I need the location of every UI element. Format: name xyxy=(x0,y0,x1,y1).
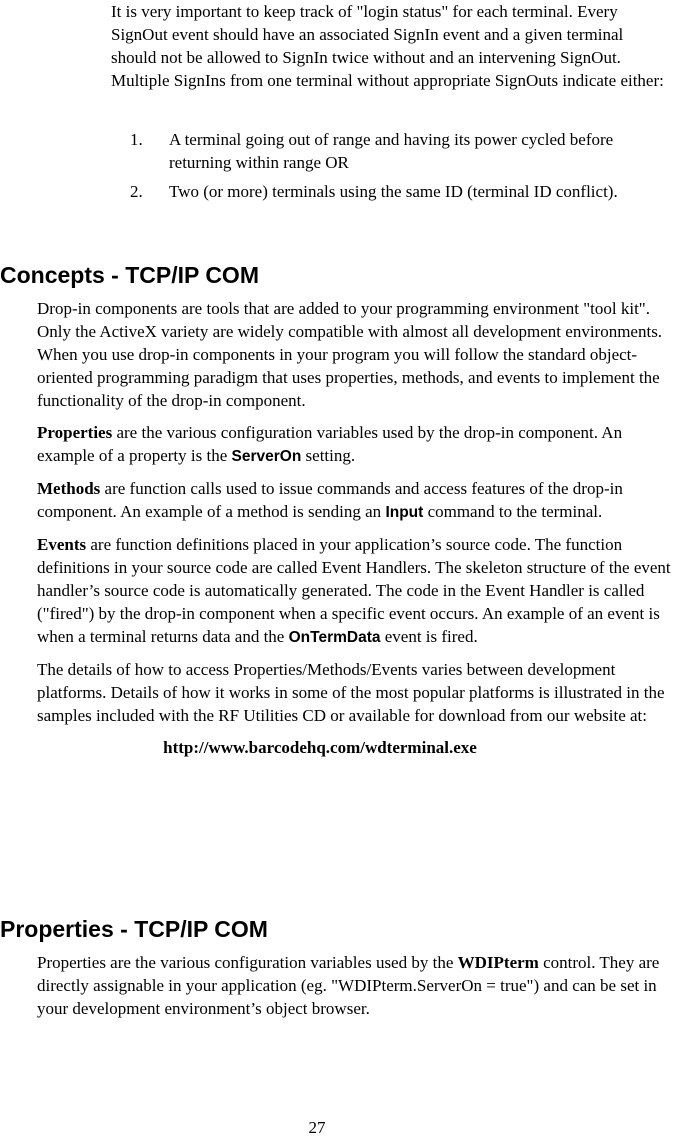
page-number: 27 xyxy=(308,1118,326,1137)
serveron-code: ServerOn xyxy=(231,448,302,465)
list-item-number: 1. xyxy=(130,130,143,149)
methods-term: Methods xyxy=(37,479,101,498)
concepts-intro-paragraph: Drop-in components are tools that are added to your programming environment "tool kit". Only the ActiveX variety are widely compatible with almost all development environments. When you use drop-in components in your program you will follow the standard object-oriented programming paradigm that uses properties, methods, and events to implement the functionality of the drop-in component. xyxy=(37,299,663,410)
methods-tail: command to the terminal. xyxy=(423,502,603,521)
properties-paragraph xyxy=(37,421,673,468)
properties-section xyxy=(37,951,673,1029)
list-item xyxy=(111,180,671,203)
input-code: Input xyxy=(385,504,424,521)
events-term: Events xyxy=(37,535,87,554)
properties-tail: setting. xyxy=(301,446,356,465)
download-url: http://www.barcodehq.com/wdterminal.exe xyxy=(163,738,477,757)
properties-section-paragraph xyxy=(37,951,673,1020)
events-paragraph xyxy=(37,533,673,649)
list-item-text: Two (or more) terminals using the same ID (terminal ID conflict). xyxy=(169,182,618,201)
properties-section-text-before: Properties are the various configuration variables used by the xyxy=(37,953,458,972)
signin-conditions-list xyxy=(111,128,671,209)
intro-paragraph: It is very important to keep track of "login status" for each terminal. Every SignOut event should have an associated SignIn event and a given terminal should not be allowed to SignIn twice without and an intervening SignOut. Multiple SignIns from one terminal without appropriate SignOuts indicate either: xyxy=(111,2,664,90)
details-paragraph: The details of how to access Properties/Methods/Events varies between development platforms. Details of how it works in some of the most popular platforms is illustrated in the samples included with the RF Utilities CD or available for download from our website at: xyxy=(37,660,665,725)
list-item-number: 2. xyxy=(130,182,143,201)
concepts-heading: Concepts - TCP/IP COM xyxy=(0,262,259,288)
methods-paragraph xyxy=(37,477,673,524)
events-text: are function definitions placed in your application’s source code. The function definitions in your source code are called Event Handlers. The skeleton structure of the event handler’s source code is automatically generated. The code in the Event Handler is called ("fired") by the drop-in component when a specific event occurs. An example of an event is when a terminal returns data and the xyxy=(37,535,671,646)
properties-term: Properties xyxy=(37,423,113,442)
methods-text: are function calls used to issue commands and access features of the drop-in component. An example of a method is sending an xyxy=(37,479,623,521)
concepts-section xyxy=(37,297,673,768)
properties-section-text-after: control. They are directly assignable in your application (eg. "WDIPterm.ServerOn = true") and can be set in your development environment’s object browser. xyxy=(37,953,660,1018)
list-item-text: A terminal going out of range and having its power cycled before returning within range OR xyxy=(169,130,614,172)
properties-heading: Properties - TCP/IP COM xyxy=(0,916,268,942)
wdipterm-term: WDIPterm xyxy=(457,953,539,972)
list-item xyxy=(111,128,671,174)
properties-text: are the various configuration variables used by the drop-in component. An example of a property is the xyxy=(37,423,623,465)
events-tail: event is fired. xyxy=(380,627,478,646)
ontermdata-code: OnTermData xyxy=(288,629,381,646)
